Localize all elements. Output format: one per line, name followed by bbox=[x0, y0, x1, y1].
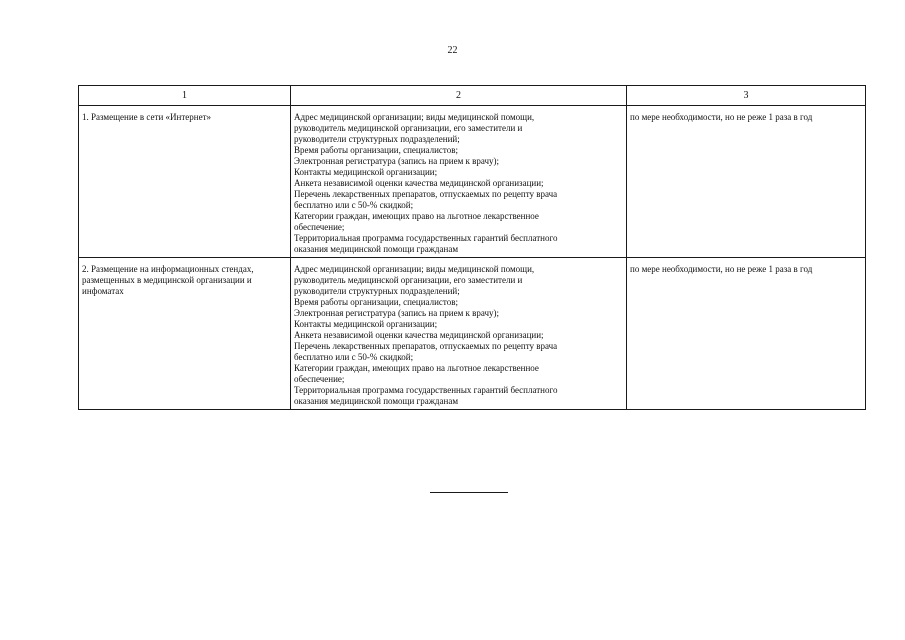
row-1-content-cell bbox=[291, 106, 627, 258]
content-line: обеспечение; bbox=[294, 222, 345, 232]
content-line: Электронная регистратура (запись на прием к врачу); bbox=[294, 308, 500, 318]
end-of-document-rule bbox=[430, 492, 508, 493]
row-1-frequency-text: по мере необходимости, но не реже 1 раза в год bbox=[630, 112, 813, 122]
row-2-frequency-text: по мере необходимости, но не реже 1 раза в год bbox=[630, 264, 813, 274]
column-header-1: 1 bbox=[79, 86, 291, 106]
content-line: оказания медицинской помощи гражданам bbox=[294, 396, 459, 406]
content-line: Территориальная программа государственных гарантий бесплатного bbox=[294, 233, 558, 243]
content-line: бесплатно или с 50-% скидкой; bbox=[294, 352, 414, 362]
content-line: Адрес медицинской организации; виды медицинской помощи, bbox=[294, 264, 535, 274]
row-2-channel-cell bbox=[79, 258, 291, 410]
content-line: Электронная регистратура (запись на прием к врачу); bbox=[294, 156, 500, 166]
content-line: Контакты медицинской организации; bbox=[294, 167, 438, 177]
content-line: Перечень лекарственных препаратов, отпускаемых по рецепту врача bbox=[294, 189, 558, 199]
content-line: оказания медицинской помощи гражданам bbox=[294, 244, 459, 254]
content-line: Контакты медицинской организации; bbox=[294, 319, 438, 329]
content-line: Анкета независимой оценки качества медицинской организации; bbox=[294, 178, 544, 188]
content-line: Анкета независимой оценки качества медицинской организации; bbox=[294, 330, 544, 340]
table-row bbox=[79, 106, 866, 258]
content-line: Перечень лекарственных препаратов, отпускаемых по рецепту врача bbox=[294, 341, 558, 351]
row-2-frequency-cell bbox=[627, 258, 866, 410]
content-line: Время работы организации, специалистов; bbox=[294, 145, 458, 155]
row-2-channel-line: размещенных в медицинской организации и bbox=[82, 275, 252, 285]
row-1-channel-cell bbox=[79, 106, 291, 258]
content-line: руководители структурных подразделений; bbox=[294, 286, 460, 296]
row-2-content-cell bbox=[291, 258, 627, 410]
content-line: Категории граждан, имеющих право на льготное лекарственное bbox=[294, 211, 539, 221]
column-header-2: 2 bbox=[291, 86, 627, 106]
content-line: Время работы организации, специалистов; bbox=[294, 297, 458, 307]
page-number: 22 bbox=[447, 45, 458, 56]
content-line: Территориальная программа государственных гарантий бесплатного bbox=[294, 385, 558, 395]
row-2-channel-line: 2. Размещение на информационных стендах, bbox=[82, 264, 254, 274]
content-line: руководитель медицинской организации, его заместители и bbox=[294, 275, 523, 285]
document-table bbox=[78, 85, 866, 410]
column-header-3: 3 bbox=[627, 86, 866, 106]
content-line: руководитель медицинской организации, его заместители и bbox=[294, 123, 523, 133]
content-line: бесплатно или с 50-% скидкой; bbox=[294, 200, 414, 210]
content-line: Категории граждан, имеющих право на льготное лекарственное bbox=[294, 363, 539, 373]
table-row bbox=[79, 258, 866, 410]
row-2-channel-line: инфоматах bbox=[82, 286, 124, 296]
table-header-row bbox=[79, 86, 866, 106]
row-1-channel-text: 1. Размещение в сети «Интернет» bbox=[82, 112, 212, 122]
content-line: руководители структурных подразделений; bbox=[294, 134, 460, 144]
row-1-frequency-cell bbox=[627, 106, 866, 258]
content-line: Адрес медицинской организации; виды медицинской помощи, bbox=[294, 112, 535, 122]
content-line: обеспечение; bbox=[294, 374, 345, 384]
